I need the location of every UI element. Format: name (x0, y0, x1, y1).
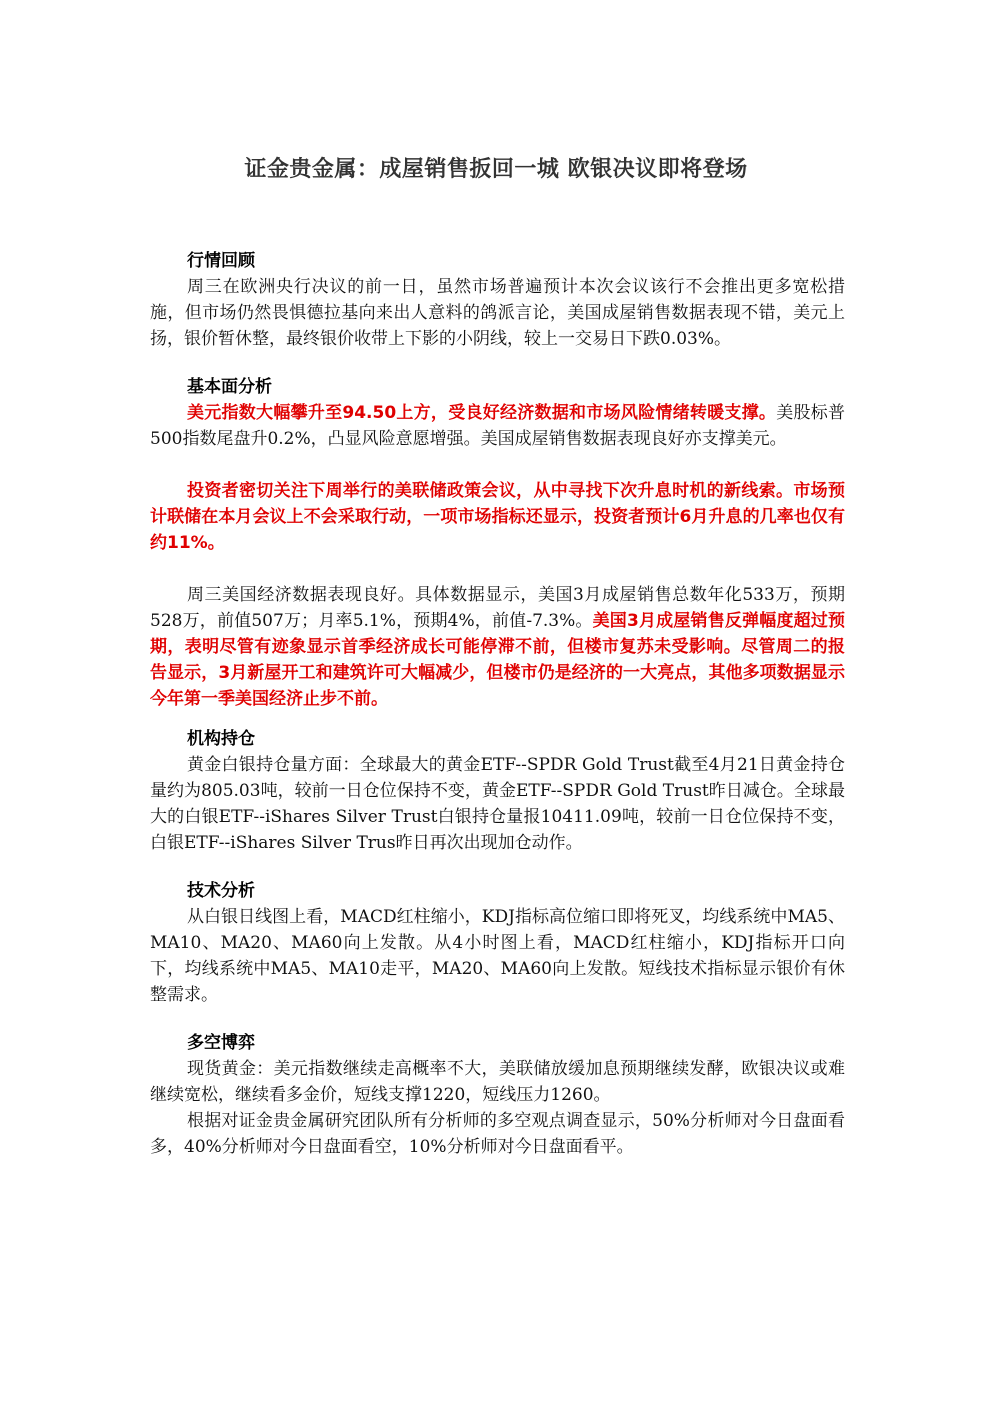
section-heading-holdings: 机构持仓 (187, 729, 255, 749)
technical-paragraph: 从白银日线图上看，MACD红柱缩小，KDJ指标高位缩口即将死叉，均线系统中MA5、MA10、MA20、MA60向上发散。从4小时图上看，MACD红柱缩小，KDJ指标开口向下，均线系统中MA5、MA10走平，MA20、MA60向上发散。短线技术指标显示银价有休整需求。 (150, 907, 845, 1005)
section-heading-review: 行情回顾 (187, 251, 255, 271)
holdings-paragraph: 黄金白银持仓量方面：全球最大的黄金ETF--SPDR Gold Trust截至4月21日黄金持仓量约为805.03吨，较前一日仓位保持不变，黄金ETF--SPDR Gold Trust昨日减仓。全球最大的白银ETF--iShares Silver Trust白银持仓量报10411.09吨，较前一日仓位保持不变，白银ETF--iShares Silver Trus昨日再次出现加仓动作。 (150, 755, 845, 853)
fundamental-paragraph-2: 投资者密切关注下周举行的美联储政策会议，从中寻找下次升息时机的新线索。市场预计联储在本月会议上不会采取行动，一项市场指标还显示，投资者预计6月升息的几率也仅有约11%。 (150, 481, 845, 553)
game-paragraph-1: 现货黄金：美元指数继续走高概率不大，美联储放缓加息预期继续发酵，欧银决议或难继续宽松，继续看多金价，短线支撑1220，短线压力1260。 (150, 1059, 845, 1105)
body-text: 美股标普500指数尾盘升0.2%，凸显风险意愿增强。美国成屋销售数据表现良好亦支撑美元。 (150, 403, 845, 449)
body-text: 周三美国经济数据表现良好。具体数据显示，美国3月成屋销售总数年化533万，预期528万，前值507万；月率5.1%，预期4%，前值-7.3%。 (150, 585, 845, 631)
section-heading-game: 多空博弈 (187, 1033, 255, 1053)
game-paragraph-2: 根据对证金贵金属研究团队所有分析师的多空观点调查显示，50%分析师对今日盘面看多，40%分析师对今日盘面看空，10%分析师对今日盘面看平。 (150, 1111, 845, 1157)
fundamental-paragraph-1 (150, 400, 845, 452)
review-paragraph: 周三在欧洲央行决议的前一日，虽然市场普遍预计本次会议该行不会推出更多宽松措施，但市场仍然畏惧德拉基向来出人意料的鸽派言论，美国成屋销售数据表现不错，美元上扬，银价暂休整，最终银价收带上下影的小阴线，较上一交易日下跌0.03%。 (150, 277, 845, 349)
highlight-text: 美元指数大幅攀升至94.50上方，受良好经济数据和市场风险情绪转暖支撑。 (187, 403, 777, 423)
document-body (150, 248, 845, 1160)
fundamental-paragraph-3 (150, 582, 845, 712)
document-title: 证金贵金属：成屋销售扳回一城 欧银决议即将登场 (244, 157, 748, 182)
section-heading-fundamental: 基本面分析 (187, 377, 272, 397)
section-heading-technical: 技术分析 (187, 881, 255, 901)
highlight-text: 美国3月成屋销售反弹幅度超过预期，表明尽管有迹象显示首季经济成长可能停滞不前，但楼市复苏未受影响。尽管周二的报告显示，3月新屋开工和建筑许可大幅减少，但楼市仍是经济的一大亮点，其他多项数据显示今年第一季美国经济止步不前。 (150, 611, 845, 709)
